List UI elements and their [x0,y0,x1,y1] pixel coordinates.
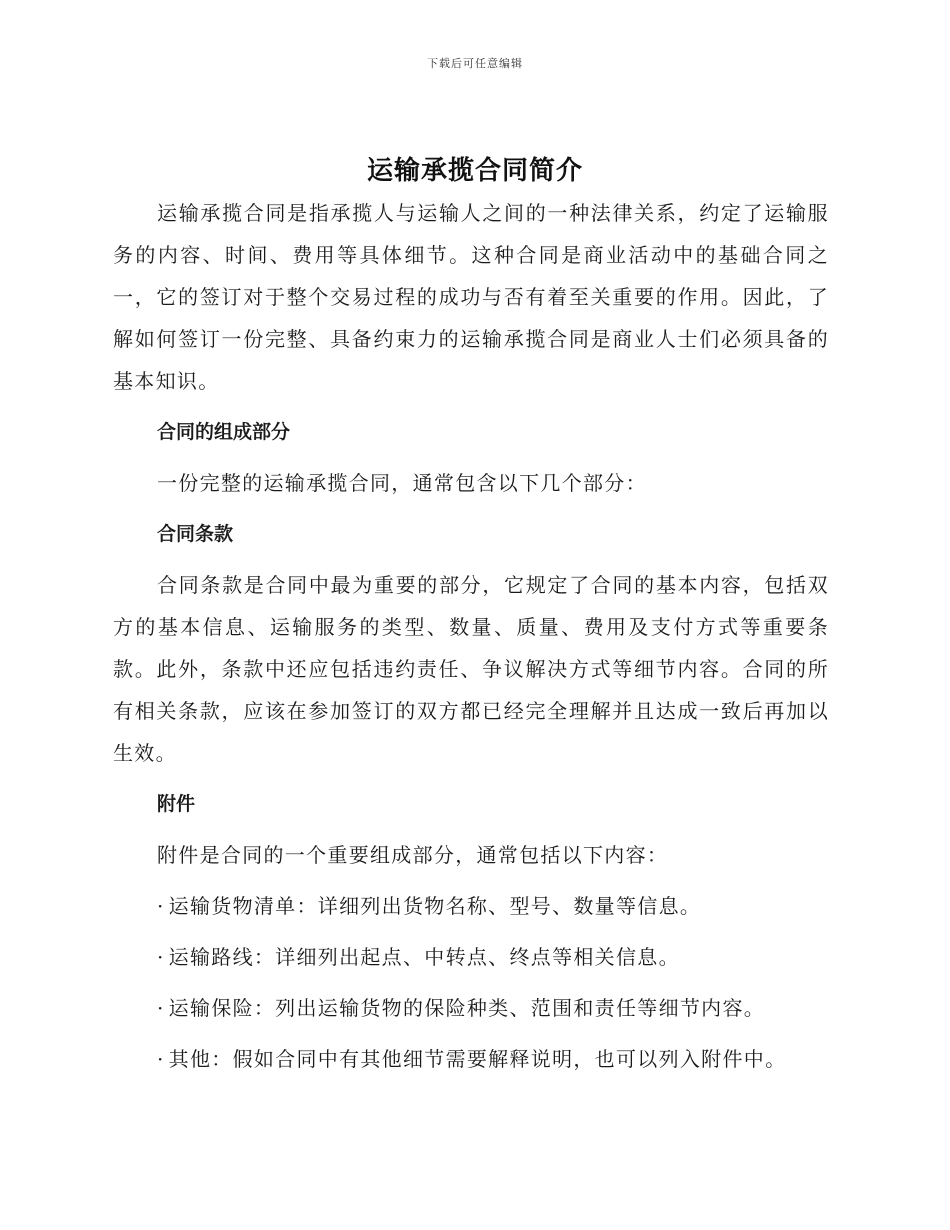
list-item-text: 其他：假如合同中有其他细节需要解释说明，也可以列入附件中。 [168,1047,787,1071]
section-heading-attachments: 附件 [157,793,196,815]
list-item [113,987,829,1029]
section-heading-terms: 合同条款 [157,523,234,545]
section-heading-composition: 合同的组成部分 [157,421,291,443]
list-item [113,936,829,978]
list-item [113,885,829,927]
document-title: 运输承揽合同简介 [366,156,583,186]
list-item-text: 运输保险：列出运输货物的保险种类、范围和责任等细节内容。 [168,996,766,1020]
header-note: 下载后可任意编辑 [427,57,523,70]
composition-paragraph: 一份完整的运输承揽合同，通常包含以下几个部分： [157,471,647,495]
bullet-dot-icon: · [157,894,165,918]
document-body [113,192,829,1080]
list-item-text: 运输货物清单：详细列出货物名称、型号、数量等信息。 [168,894,702,918]
list-item-text: 运输路线：详细列出起点、中转点、终点等相关信息。 [168,945,680,969]
bullet-dot-icon: · [157,945,165,969]
intro-paragraph: 运输承揽合同是指承揽人与运输人之间的一种法律关系，约定了运输服务的内容、时间、费用等具体细节。这种合同是商业活动中的基础合同之一，它的签订对于整个交易过程的成功与否有着至关重要的作用。因此，了解如何签订一份完整、具备约束力的运输承揽合同是商业人士们必须具备的基本知识。 [113,201,829,393]
bullet-dot-icon: · [157,996,165,1020]
bullet-dot-icon: · [157,1047,165,1071]
list-item [113,1038,829,1080]
terms-paragraph: 合同条款是合同中最为重要的部分，它规定了合同的基本内容，包括双方的基本信息、运输服务的类型、数量、质量、费用及支付方式等重要条款。此外，条款中还应包括违约责任、争议解决方式等细节内容。合同的所有相关条款，应该在参加签订的双方都已经完全理解并且达成一致后再加以生效。 [113,573,829,765]
attachments-paragraph: 附件是合同的一个重要组成部分，通常包括以下内容： [157,843,669,867]
